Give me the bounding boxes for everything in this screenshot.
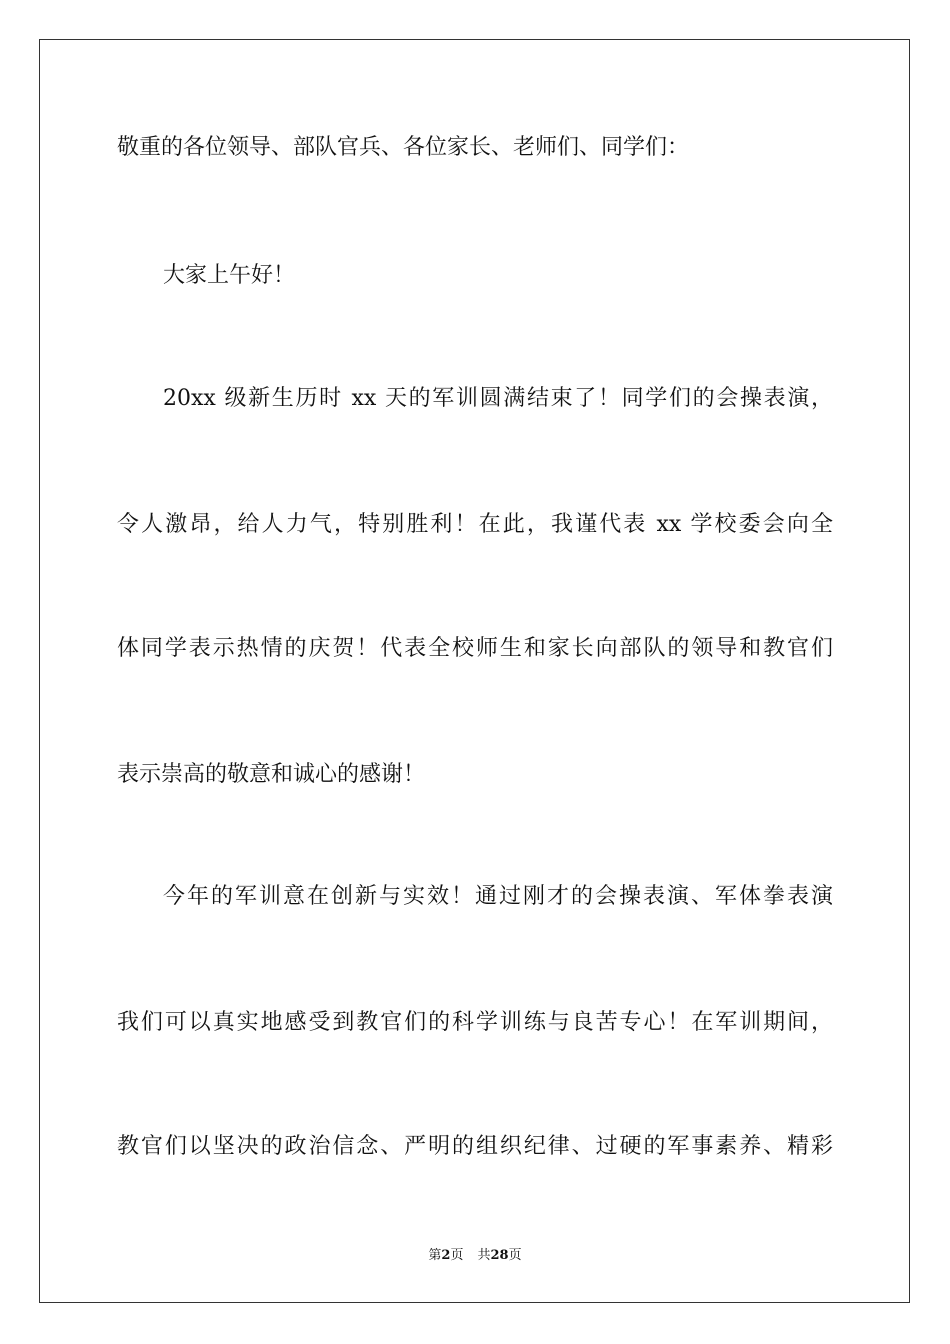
- footer-page-suffix: 页: [450, 1248, 464, 1263]
- text-line: 敬重的各位领导、部队官兵、各位家长、老师们、同学们：: [117, 135, 690, 160]
- footer-page-prefix: 第: [428, 1248, 442, 1263]
- text-line: 20xx 级新生历时 xx 天的军训圆满结束了！同学们的会操表演，: [163, 386, 833, 411]
- text-line: 体同学表示热情的庆贺！代表全校师生和家长向部队的领导和教官们: [117, 636, 833, 661]
- text-line: 我们可以真实地感受到教官们的科学训练与良苦专心！在军训期间，: [117, 1010, 833, 1035]
- footer-total-prefix: 共: [477, 1248, 491, 1263]
- page-footer: [0, 1247, 950, 1265]
- text-line: 表示崇高的敬意和诚心的感谢！: [117, 762, 426, 787]
- page-frame: [39, 39, 910, 1303]
- footer-total-suffix: 页: [508, 1248, 522, 1263]
- text-line: 教官们以坚决的政治信念、严明的组织纪律、过硬的军事素养、精彩: [117, 1134, 833, 1159]
- text-line: 令人激昂，给人力气，特别胜利！在此，我谨代表 xx 学校委会向全: [117, 512, 833, 537]
- footer-total-pages: 28: [490, 1248, 509, 1263]
- text-line: 大家上午好！: [163, 263, 296, 288]
- footer-page-number: 2: [441, 1248, 451, 1263]
- text-line: 今年的军训意在创新与实效！通过刚才的会操表演、军体拳表演: [163, 884, 833, 909]
